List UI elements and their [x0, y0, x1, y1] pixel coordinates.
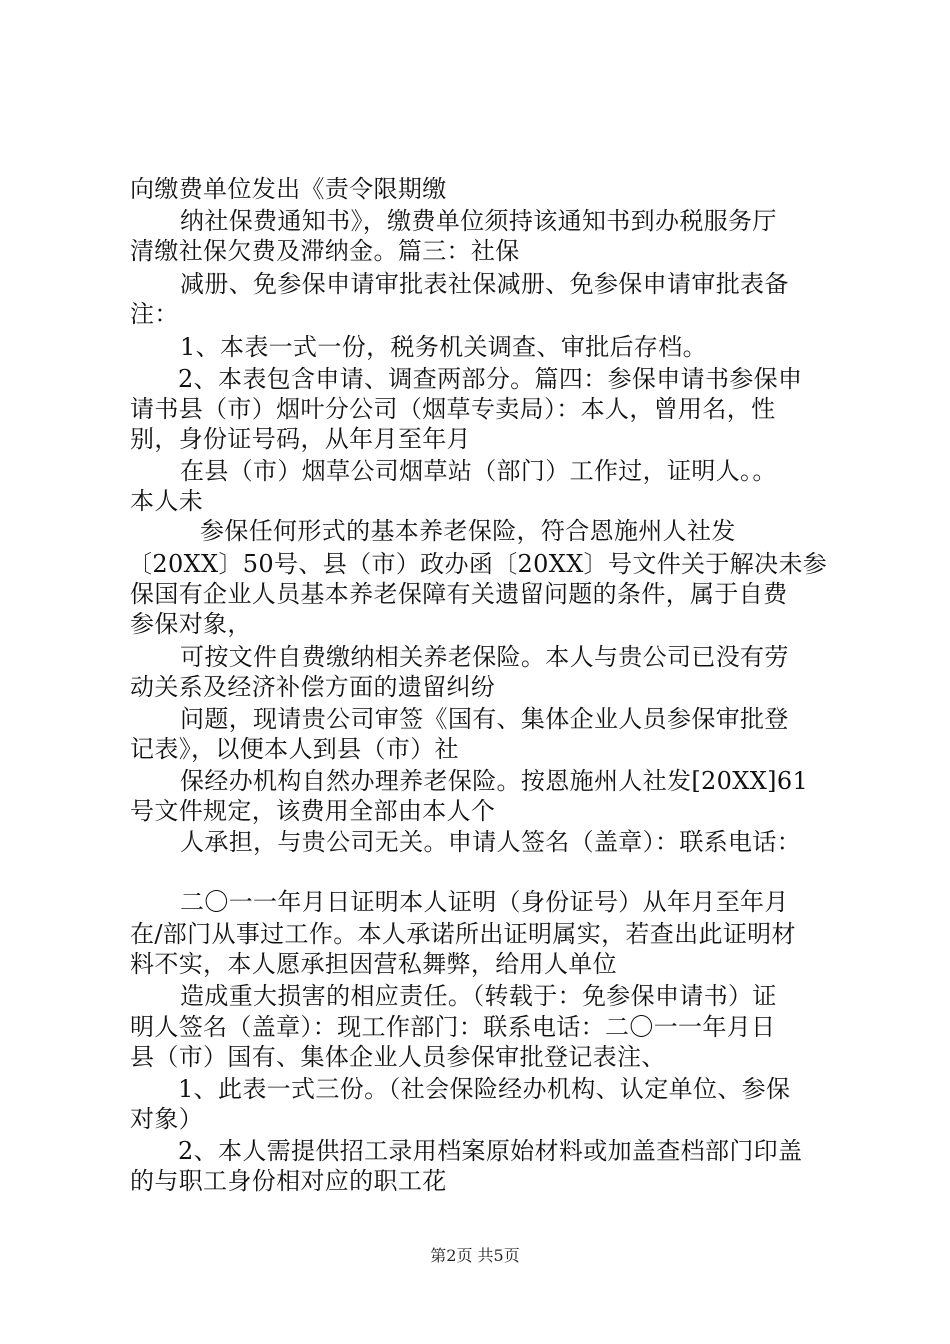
text-line: 向缴费单位发出《责令限期缴 [130, 175, 447, 203]
text-line: 问题，现请贵公司审签《国有、集体企业人员参保审批登 [180, 705, 789, 733]
text-line: 〔20XX〕50号、县（市）政办函〔20XX〕号文件关于解决未参 [128, 550, 828, 578]
text-line: 保国有企业人员基本养老保障有关遗留问题的条件，属于自费 [130, 580, 788, 608]
text-line: 2、本表包含申请、调查两部分。篇四：参保申请书参保申 [178, 365, 803, 393]
text-line: 1、此表一式三份。（社会保险经办机构、认定单位、参保 [178, 1075, 791, 1103]
text-line: 二〇一一年月日证明本人证明（身份证号）从年月至年月 [180, 888, 789, 916]
text-line: 参保任何形式的基本养老保险，符合恩施州人社发 [200, 517, 736, 545]
text-line: 在/部门从事过工作。本人承诺所出证明属实，若查出此证明材 [130, 920, 796, 948]
text-line: 纳社保费通知书》，缴费单位须持该通知书到办税服务厅 [180, 207, 777, 235]
text-line: 人承担，与贵公司无关。申请人签名（盖章）：联系电话： [180, 828, 802, 856]
text-line: 号文件规定，该费用全部由本人个 [130, 797, 496, 825]
text-line: 保经办机构自然办理养老保险。按恩施州人社发[20XX]61 [180, 767, 809, 795]
text-line: 明人签名（盖章）：现工作部门：联系电话：二〇一一年月日 [130, 1013, 776, 1041]
text-line: 本人未 [130, 487, 204, 515]
text-line: 参保对象， [130, 610, 252, 638]
text-line: 注： [130, 300, 179, 328]
text-line: 清缴社保欠费及滞纳金。篇三：社保 [130, 237, 520, 265]
text-line: 动关系及经济补偿方面的遗留纠纷 [130, 673, 496, 701]
text-line: 请书县（市）烟叶分公司（烟草专卖局）：本人，曾用名，性 [130, 395, 776, 423]
text-line: 的与职工身份相对应的职工花 [130, 1167, 447, 1195]
text-line: 县（市）国有、集体企业人员参保审批登记表注、 [130, 1043, 666, 1071]
text-line: 对象） [130, 1105, 204, 1133]
page-number-footer: 第2页 共5页 [430, 1246, 520, 1265]
text-line: 1、本表一式一份，税务机关调查、审批后存档。 [180, 333, 707, 361]
text-line: 减册、免参保申请审批表社保减册、免参保申请审批表备 [180, 270, 789, 298]
text-line: 可按文件自费缴纳相关养老保险。本人与贵公司已没有劳 [180, 643, 789, 671]
text-line: 别，身份证号码，从年月至年月 [130, 425, 471, 453]
text-line: 记表》，以便本人到县（市）社 [130, 735, 459, 763]
text-line: 2、本人需提供招工录用档案原始材料或加盖查档部门印盖 [178, 1137, 803, 1165]
text-line: 在县（市）烟草公司烟草站（部门）工作过，证明人。。 [180, 457, 777, 485]
text-line: 造成重大损害的相应责任。（转载于：免参保申请书）证 [180, 982, 777, 1010]
text-line: 料不实，本人愿承担因营私舞弊，给用人单位 [130, 950, 617, 978]
